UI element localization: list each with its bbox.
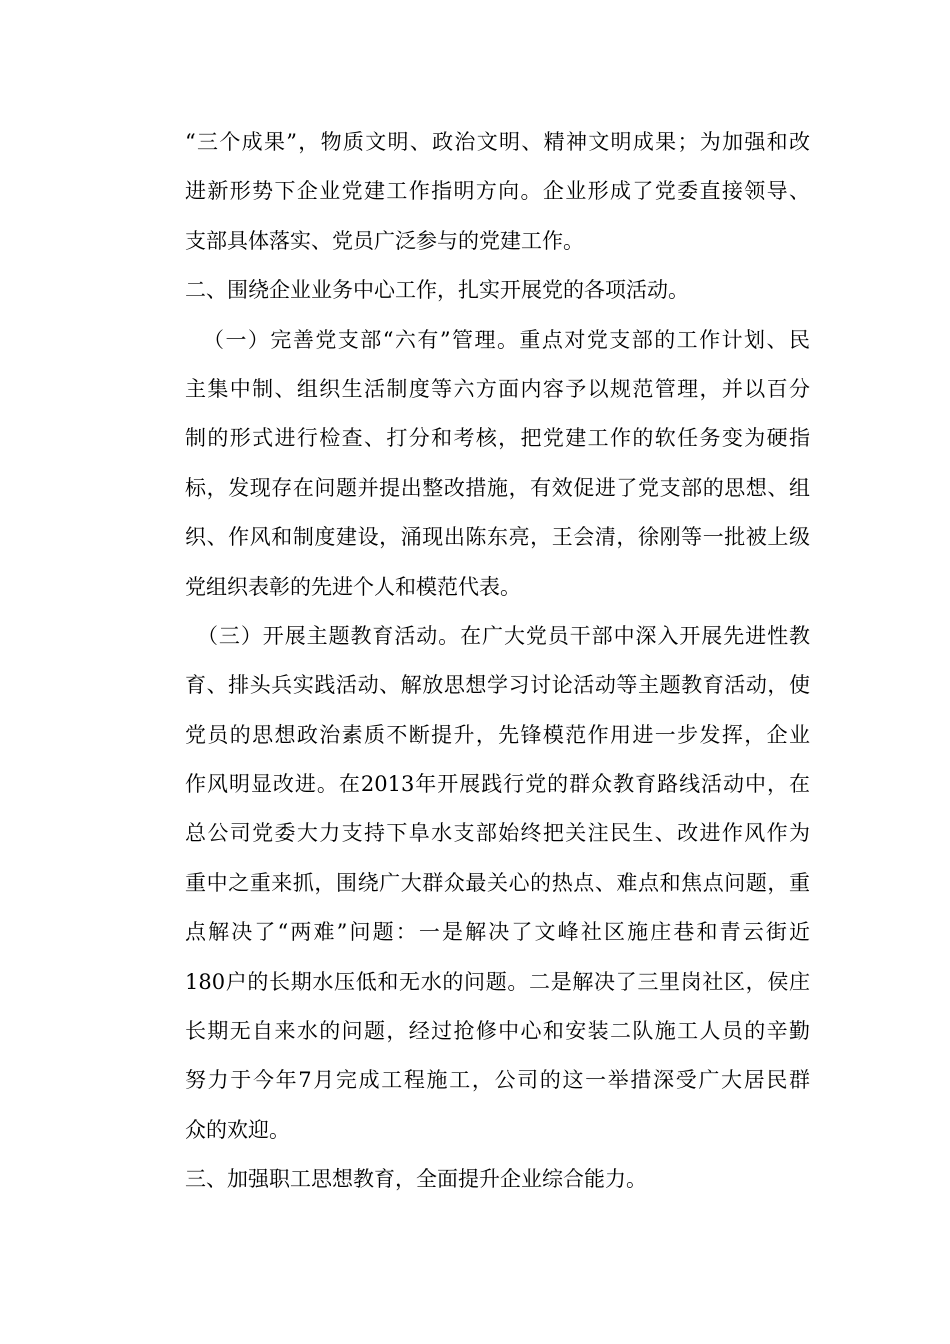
text-line: 主集中制、组织生活制度等六方面内容予以规范管理，并以百分 [185, 376, 810, 401]
document-body [185, 118, 810, 1205]
text-line: 众的欢迎。 [185, 1117, 290, 1142]
text-line: 进新形势下企业党建工作指明方向。企业形成了党委直接领导、 [185, 179, 810, 204]
section-heading: 三、加强职工思想教育，全面提升企业综合能力。 [185, 1167, 647, 1192]
text-line: 织、作风和制度建设，涌现出陈东亮，王会清，徐刚等一批被上级 [185, 525, 810, 550]
text-line: 党员的思想政治素质不断提升，先锋模范作用进一步发挥，企业 [185, 722, 810, 747]
text-line: 制的形式进行检查、打分和考核，把党建工作的软任务变为硬指 [185, 426, 810, 451]
text-line: 重中之重来抓，围绕广大群众最关心的热点、难点和焦点问题，重 [185, 870, 810, 895]
text-line: 支部具体落实、党员广泛参与的党建工作。 [185, 228, 584, 253]
text-line: 点解决了“两难”问题：一是解决了文峰社区施庄巷和青云街近 [185, 920, 810, 945]
text-line: 努力于今年7月完成工程施工，公司的这一举措深受广大居民群 [185, 1068, 810, 1093]
text-line: “三个成果”，物质文明、政治文明、精神文明成果；为加强和改 [185, 130, 810, 154]
text-line: （一）完善党支部“六有”管理。重点对党支部的工作计划、民 [203, 327, 810, 352]
section-heading: 二、围绕企业业务中心工作，扎实开展党的各项活动。 [185, 278, 689, 303]
text-line: 党组织表彰的先进个人和模范代表。 [185, 574, 521, 599]
text-line: 育、排头兵实践活动、解放思想学习讨论活动等主题教育活动，使 [185, 673, 810, 698]
text-line: 总公司党委大力支持下阜水支部始终把关注民生、改进作风作为 [185, 821, 810, 846]
text-line: 作风明显改进。在2013年开展践行党的群众教育路线活动中，在 [185, 772, 810, 797]
text-line: （三）开展主题教育活动。在广大党员干部中深入开展先进性教 [197, 623, 810, 648]
text-line: 180户的长期水压低和无水的问题。二是解决了三里岗社区，侯庄 [185, 969, 810, 994]
text-line: 长期无自来水的问题，经过抢修中心和安装二队施工人员的辛勤 [185, 1019, 810, 1044]
text-line: 标，发现存在问题并提出整改措施，有效促进了党支部的思想、组 [185, 475, 810, 500]
